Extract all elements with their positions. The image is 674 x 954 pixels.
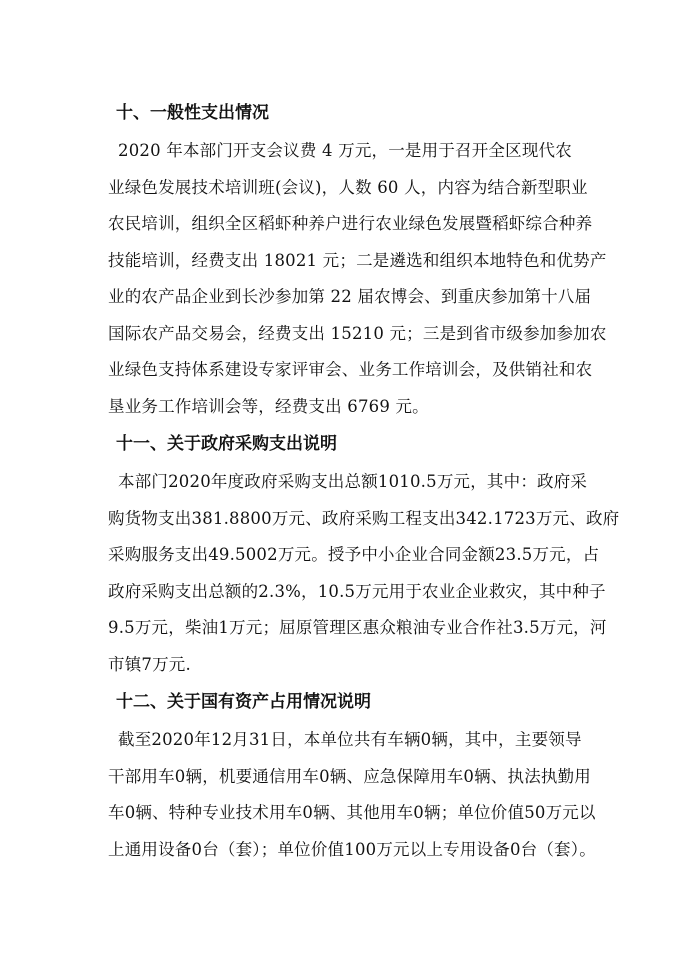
paragraph-line: 采购服务支出49.5002万元。授予中小企业合同金额23.5万元，占 [108,545,600,564]
paragraph-line: 业绿色发展技术培训班(会议)，人数 60 人，内容为结合新型职业 [108,177,588,197]
paragraph-line: 国际农产品交易会，经费支出 15210 元；三是到省市级参加参加农 [108,323,607,343]
paragraph-line: 本部门2020年度政府采购支出总额1010.5万元，其中：政府采 [118,472,588,491]
section-body-state-assets [108,722,594,868]
paragraph-line: 干部用车0辆，机要通信用车0辆、应急保障用车0辆、执法执勤用 [108,766,591,786]
paragraph-line: 市镇7万元. [108,654,191,674]
paragraph-line: 购货物支出381.8800万元、政府采购工程支出342.1723万元、政府 [108,508,620,528]
paragraph-line: 业绿色支持体系建设专家评审会、业务工作培训会，及供销社和农 [108,360,593,379]
paragraph-line: 9.5万元，柴油1万元；屈原管理区惠众粮油专业合作社3.5万元，河 [108,618,607,637]
paragraph-line: 车0辆、特种专业技术用车0辆、其他用车0辆；单位价值50万元以 [108,803,596,822]
paragraph-line: 技能培训，经费支出 18021 元；二是遴选和组织本地特色和优势产 [108,250,607,270]
paragraph-line: 政府采购支出总额的2.3%，10.5万元用于农业企业救灾，其中种子 [108,581,606,601]
section-body-government-procurement [108,464,620,683]
paragraph-line: 截至2020年12月31日，本单位共有车辆0辆，其中，主要领导 [118,730,582,749]
paragraph-line: 垦业务工作培训会等，经费支出 6769 元。 [108,396,429,416]
section-heading-state-assets: 十二、关于国有资产占用情况说明 [116,692,371,712]
paragraph-line: 2020 年本部门开支会议费 4 万元，一是用于召开全区现代农 [118,141,572,160]
paragraph-line: 农民培训，组织全区稻虾种养户进行农业绿色发展暨稻虾综合种养 [108,214,593,233]
document-body [108,94,620,868]
paragraph-line: 业的农产品企业到长沙参加第 22 届农博会、到重庆参加第十八届 [108,287,592,306]
section-body-general-expenditure [108,133,607,425]
section-heading-general-expenditure: 十、一般性支出情况 [116,103,269,123]
section-heading-government-procurement: 十一、关于政府采购支出说明 [116,434,337,454]
paragraph-line: 上通用设备0台（套）；单位价值100万元以上专用设备0台（套）。 [108,839,596,859]
